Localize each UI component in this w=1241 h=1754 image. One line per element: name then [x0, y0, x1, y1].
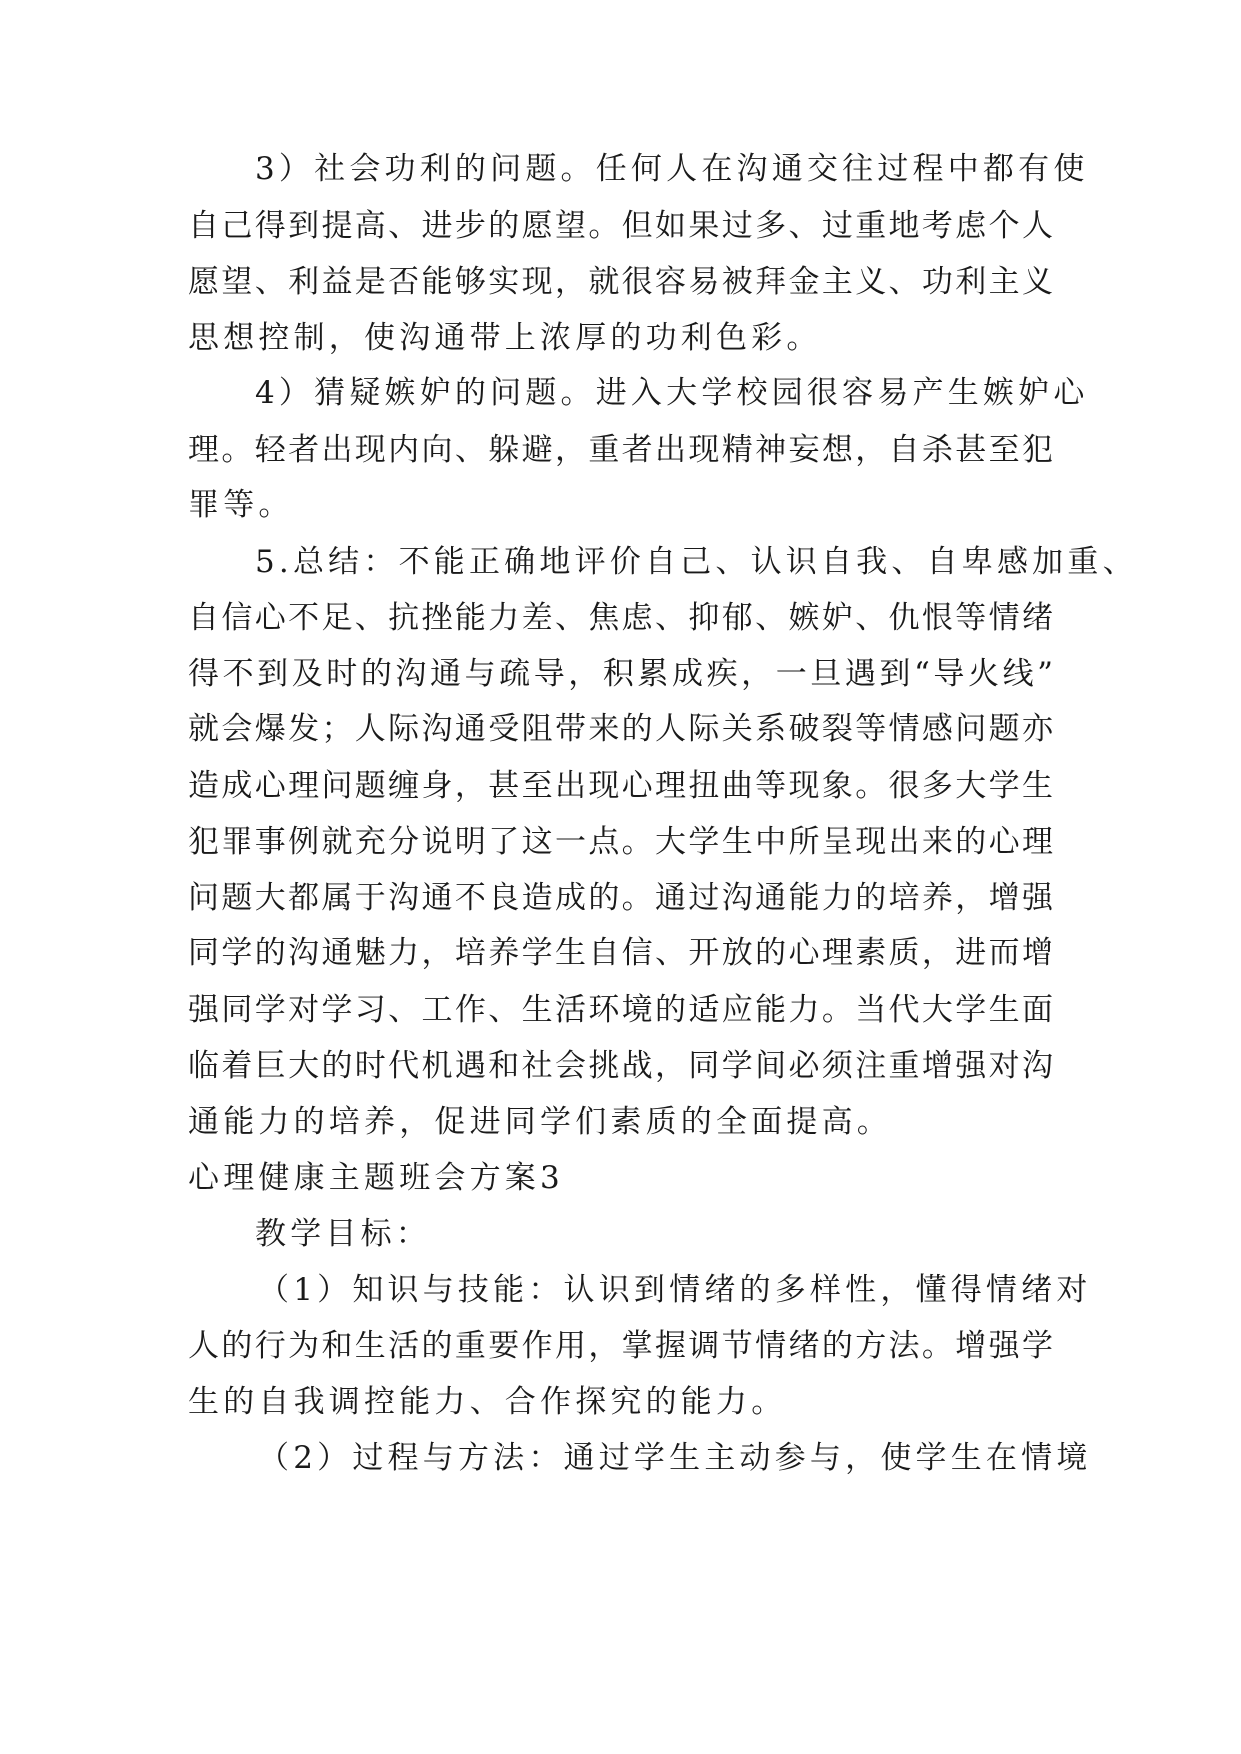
objective-1-line-1: （1）知识与技能：认识到情绪的多样性，懂得情绪对: [258, 1272, 1092, 1308]
summary-line-11: 通能力的培养，促进同学们素质的全面提高。: [188, 1104, 892, 1140]
paragraph-3-line-3: 愿望、利益是否能够实现，就很容易被拜金主义、功利主义: [188, 264, 1053, 300]
summary-line-7: 问题大都属于沟通不良造成的。通过沟通能力的培养，增强: [188, 880, 1053, 916]
summary-line-9: 强同学对学习、工作、生活环境的适应能力。当代大学生面: [188, 992, 1053, 1028]
paragraph-4-line-2: 理。轻者出现内向、躲避，重者出现精神妄想，自杀甚至犯: [188, 432, 1053, 468]
section-title: 心理健康主题班会方案3: [188, 1160, 564, 1196]
objectives-heading: 教学目标：: [255, 1216, 431, 1252]
summary-line-5: 造成心理问题缠身，甚至出现心理扭曲等现象。很多大学生: [188, 768, 1053, 804]
paragraph-3-line-2: 自己得到提高、进步的愿望。但如果过多、过重地考虑个人: [188, 208, 1053, 244]
summary-line-8: 同学的沟通魅力，培养学生自信、开放的心理素质，进而增: [188, 935, 1053, 971]
paragraph-4-line-3: 罪等。: [188, 487, 294, 523]
paragraph-4-line-1: 4）猜疑嫉妒的问题。进入大学校园很容易产生嫉妒心: [255, 375, 1089, 411]
summary-line-10: 临着巨大的时代机遇和社会挑战，同学间必须注重增强对沟: [188, 1048, 1053, 1084]
summary-line-2: 自信心不足、抗挫能力差、焦虑、抑郁、嫉妒、仇恨等情绪: [188, 600, 1053, 636]
summary-line-6: 犯罪事例就充分说明了这一点。大学生中所呈现出来的心理: [188, 824, 1053, 860]
objective-1-line-2: 人的行为和生活的重要作用，掌握调节情绪的方法。增强学: [188, 1328, 1053, 1364]
summary-line-1: 5.总结：不能正确地评价自己、认识自我、自卑感加重、: [255, 544, 1138, 580]
objective-1-line-3: 生的自我调控能力、合作探究的能力。: [188, 1384, 787, 1420]
paragraph-3-line-4: 思想控制，使沟通带上浓厚的功利色彩。: [188, 320, 822, 356]
paragraph-3-line-1: 3）社会功利的问题。任何人在沟通交往过程中都有使: [255, 151, 1089, 187]
summary-line-3: 得不到及时的沟通与疏导，积累成疾，一旦遇到“导火线”: [188, 656, 1053, 692]
summary-line-4: 就会爆发；人际沟通受阻带来的人际关系破裂等情感问题亦: [188, 711, 1053, 747]
objective-2-line-1: （2）过程与方法：通过学生主动参与，使学生在情境: [258, 1440, 1092, 1476]
